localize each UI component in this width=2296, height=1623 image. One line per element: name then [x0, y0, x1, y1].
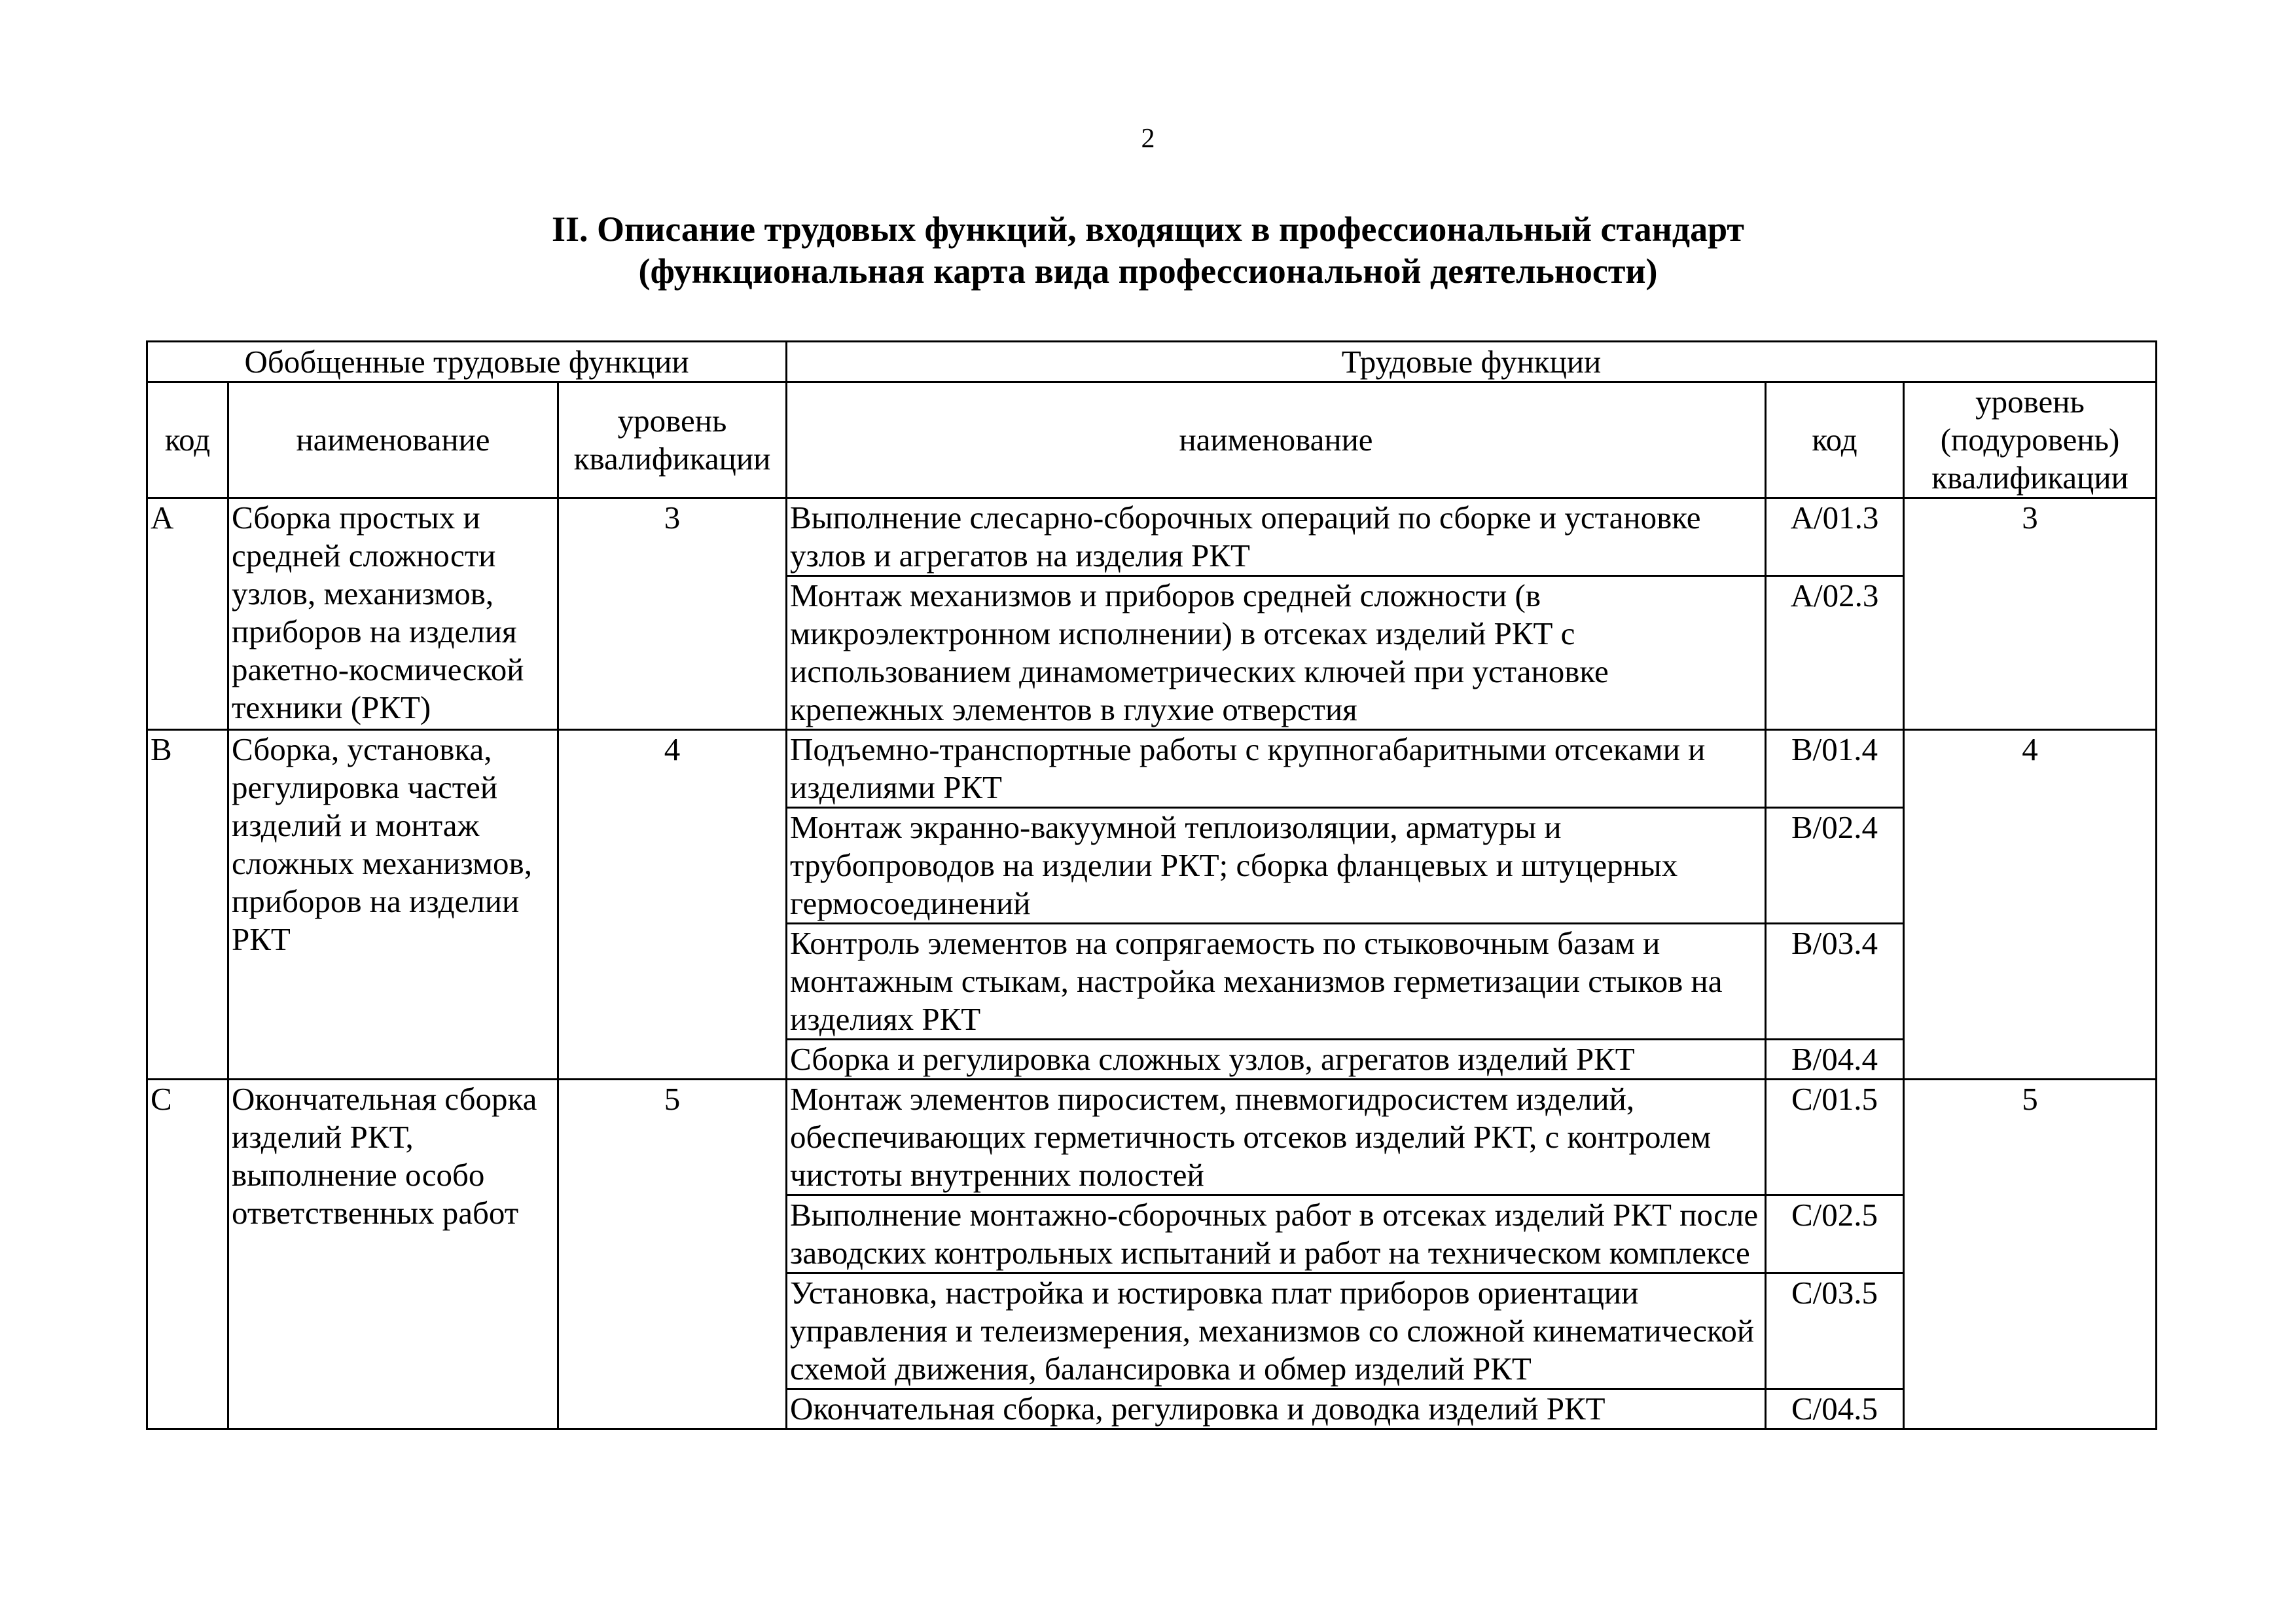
- generalized-function-name: Сборка, установка, регулировка частей изделий и монтаж сложных механизмов, приборов на изделии РКТ: [228, 730, 558, 1080]
- header-generalized-functions: Обобщенные трудовые функции: [147, 342, 787, 382]
- functional-map-table: [146, 340, 2157, 1430]
- generalized-function-level: 4: [558, 730, 787, 1080]
- labor-function-name: Контроль элементов на сопрягаемость по стыковочным базам и монтажным стыкам, настройка механизмов герметизации стыков на изделиях РКТ: [787, 924, 1766, 1040]
- header-gen-code: код: [147, 382, 228, 498]
- labor-function-code: C/04.5: [1766, 1389, 1904, 1429]
- generalized-function-level: 3: [558, 498, 787, 730]
- labor-function-code: B/04.4: [1766, 1040, 1904, 1080]
- table-body: [147, 498, 2157, 1429]
- labor-function-level: 3: [1904, 498, 2157, 730]
- header-gen-level: уровень квалификации: [558, 382, 787, 498]
- header-labor-functions: Трудовые функции: [787, 342, 2157, 382]
- labor-function-code: C/03.5: [1766, 1273, 1904, 1389]
- labor-function-code: C/01.5: [1766, 1080, 1904, 1195]
- labor-function-code: B/01.4: [1766, 730, 1904, 808]
- generalized-function-code: A: [147, 498, 228, 730]
- generalized-function-level: 5: [558, 1080, 787, 1429]
- labor-function-code: B/03.4: [1766, 924, 1904, 1040]
- table-row: [147, 498, 2157, 576]
- labor-function-name: Выполнение слесарно-сборочных операций по сборке и установке узлов и агрегатов на изделия РКТ: [787, 498, 1766, 576]
- title-line-2: (функциональная карта вида профессиональной деятельности): [638, 251, 1658, 291]
- labor-function-level: 5: [1904, 1080, 2157, 1429]
- generalized-function-code: C: [147, 1080, 228, 1429]
- labor-function-code: B/02.4: [1766, 808, 1904, 924]
- labor-function-code: C/02.5: [1766, 1195, 1904, 1273]
- generalized-function-name: Окончательная сборка изделий РКТ, выполнение особо ответственных работ: [228, 1080, 558, 1429]
- labor-function-name: Установка, настройка и юстировка плат приборов ориентации управления и телеизмерения, механизмов со сложной кинематической схемой движения, балансировка и обмер изделий РКТ: [787, 1273, 1766, 1389]
- labor-function-name: Монтаж экранно-вакуумной теплоизоляции, арматуры и трубопроводов на изделии РКТ; сборка фланцевых и штуцерных гермосоединений: [787, 808, 1766, 924]
- page-number: 2: [1141, 124, 1155, 154]
- labor-function-name: Монтаж механизмов и приборов средней сложности (в микроэлектронном исполнении) в отсеках изделий РКТ с использованием динамометрических ключей при установке крепежных элементов в глухие отверстия: [787, 576, 1766, 730]
- labor-function-level: 4: [1904, 730, 2157, 1080]
- labor-function-name: Подъемно-транспортные работы с крупногабаритными отсеками и изделиями РКТ: [787, 730, 1766, 808]
- generalized-function-code: B: [147, 730, 228, 1080]
- generalized-function-name: Сборка простых и средней сложности узлов, механизмов, приборов на изделия ракетно-космической техники (РКТ): [228, 498, 558, 730]
- table-row: [147, 1080, 2157, 1195]
- header-gen-name: наименование: [228, 382, 558, 498]
- labor-function-name: Монтаж элементов пиросистем, пневмогидросистем изделий, обеспечивающих герметичность отсеков изделий РКТ, с контролем чистоты внутренних полостей: [787, 1080, 1766, 1195]
- labor-function-code: A/01.3: [1766, 498, 1904, 576]
- table-row: [147, 730, 2157, 808]
- title-line-1: II. Описание трудовых функций, входящих в профессиональный стандарт: [552, 210, 1744, 249]
- labor-function-name: Сборка и регулировка сложных узлов, агрегатов изделий РКТ: [787, 1040, 1766, 1080]
- labor-function-code: A/02.3: [1766, 576, 1904, 730]
- labor-function-name: Окончательная сборка, регулировка и доводка изделий РКТ: [787, 1389, 1766, 1429]
- page-title: [0, 208, 2296, 292]
- labor-function-name: Выполнение монтажно-сборочных работ в отсеках изделий РКТ после заводских контрольных испытаний и работ на техническом комплексе: [787, 1195, 1766, 1273]
- header-fn-code: код: [1766, 382, 1904, 498]
- header-fn-level: уровень (подуровень) квалификации: [1904, 382, 2157, 498]
- header-fn-name: наименование: [787, 382, 1766, 498]
